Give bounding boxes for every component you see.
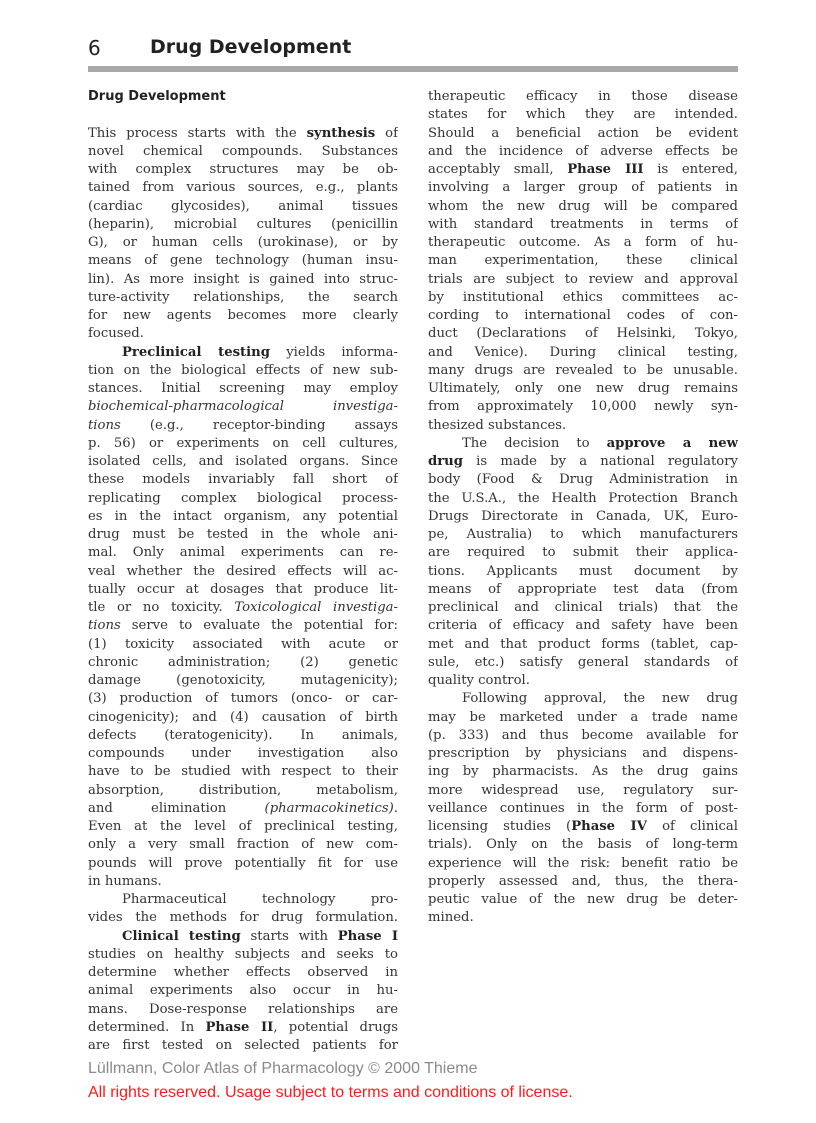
left-column-text: [88, 125, 398, 1056]
text-line: Clinical testing starts with Phase I: [122, 928, 398, 944]
text-line: are required to submit their applica-: [428, 545, 738, 561]
text-line: involving a larger group of patients in: [428, 180, 738, 196]
bold-term: approve a new: [606, 435, 738, 451]
italic-term: tions: [88, 618, 121, 634]
text-line: tion on the biological effects of new sub-: [88, 362, 398, 378]
bold-term: Preclinical testing: [122, 344, 270, 360]
text-line: tions. Applicants must document by: [428, 563, 738, 579]
text-line: pounds will prove potentially fit for use: [88, 855, 398, 871]
text-line: chronic administration; (2) genetic: [88, 654, 398, 670]
license-notice: All rights reserved. Usage subject to terms and conditions of license.: [88, 1084, 573, 1101]
text-line: p. 56) or experiments on cell cultures,: [88, 435, 398, 451]
text-line: and Venice). During clinical testing,: [428, 344, 738, 360]
italic-term: (pharmacokinetics).: [264, 800, 398, 816]
text-line: many drugs are revealed to be unusable.: [428, 362, 738, 378]
text-line: may be marketed under a trade name: [428, 709, 738, 725]
text-line: sule, etc.) satisfy general standards of: [428, 654, 738, 670]
text-line: replicating complex biological process-: [88, 490, 398, 506]
text-line: determined. In Phase II, potential drugs: [88, 1019, 398, 1035]
text-line: Pharmaceutical technology pro-: [122, 892, 398, 907]
text-line: licensing studies (Phase IV of clinical: [428, 819, 738, 834]
text-line: preclinical and clinical trials) that the: [428, 600, 738, 615]
text-line: peutic value of the new drug be deter-: [428, 892, 738, 907]
text-line: veal whether the desired effects will ac-: [88, 563, 398, 579]
text-line: cording to international codes of con-: [428, 308, 738, 323]
text-line: acceptably small, Phase III is entered,: [428, 162, 738, 177]
text-line: met and that product forms (tablet, cap-: [428, 636, 738, 652]
text-line: means of gene technology (human insu-: [88, 253, 398, 269]
text-line: experience will the risk: benefit ratio be: [428, 855, 738, 871]
text-line: defects (teratogenicity). In animals,: [88, 727, 398, 743]
text-line: and the incidence of adverse effects be: [428, 143, 738, 159]
text-line: from approximately 10,000 newly syn-: [428, 399, 738, 415]
text-line: trials are subject to review and approval: [428, 271, 738, 287]
text-line: focused.: [88, 326, 144, 342]
text-line: therapeutic efficacy in those disease: [428, 89, 738, 104]
spacer: [88, 106, 398, 124]
text-line: mal. Only animal experiments can re-: [88, 545, 398, 561]
text-line: whom the new drug will be compared: [428, 198, 738, 214]
text-line: drug must be tested in the whole ani-: [88, 527, 398, 542]
text-line: Following approval, the new drug: [462, 691, 738, 707]
text-line: trials). Only on the basis of long-term: [428, 837, 738, 853]
text-line: Ultimately, only one new drug remains: [428, 381, 738, 396]
text-line: vides the methods for drug formulation.: [88, 910, 398, 926]
text-line: means of appropriate test data (from: [428, 581, 738, 597]
text-line: determine whether effects observed in: [88, 965, 398, 980]
text-line: compounds under investigation also: [88, 746, 398, 761]
text-line: with complex structures may be ob-: [88, 162, 398, 177]
text-line: body (Food & Drug Administration in: [428, 472, 738, 488]
text-line: the U.S.A., the Health Protection Branch: [428, 490, 738, 506]
bold-term: Phase II: [205, 1019, 274, 1035]
bold-term: Phase III: [567, 162, 644, 177]
chapter-title: Drug Development: [150, 36, 352, 58]
text-line: [88, 398, 398, 416]
text-line: these models invariably fall short of: [88, 472, 398, 488]
bold-term: Phase I: [337, 928, 398, 944]
header-rule: [88, 66, 738, 72]
text-line: duct (Declarations of Helsinki, Tokyo,: [428, 326, 738, 342]
text-line: (p. 333) and thus become available for: [428, 727, 738, 743]
text-line: drug is made by a national regulatory: [428, 454, 738, 469]
text-line: absorption, distribution, metabolism,: [88, 782, 398, 798]
text-line: damage (genotoxicity, mutagenicity);: [88, 673, 398, 688]
text-line: have to be studied with respect to their: [88, 764, 398, 780]
italic-term: Toxicological investiga-: [234, 600, 398, 615]
section-heading: Drug Development: [88, 89, 226, 104]
text-line: stances. Initial screening may employ: [88, 381, 398, 396]
text-line: by institutional ethics committees ac-: [428, 289, 738, 305]
text-line: lin). As more insight is gained into struc-: [88, 271, 398, 287]
text-line: thesized substances.: [428, 417, 567, 433]
text-line: states for which they are intended.: [428, 107, 738, 123]
text-line: tions (e.g., receptor-binding assays: [88, 417, 398, 433]
text-line: prescription by physicians and dispens-: [428, 746, 738, 761]
text-line: Should a beneficial action be evident: [428, 125, 738, 141]
text-line: man experimentation, these clinical: [428, 253, 738, 269]
bold-term: Clinical testing: [122, 928, 241, 944]
text-line: studies on healthy subjects and seeks to: [88, 946, 398, 962]
text-line: Preclinical testing yields informa-: [122, 344, 398, 360]
text-line: mined.: [428, 910, 474, 926]
text-line: pe, Australia) to which manufacturers: [428, 527, 738, 542]
text-line: isolated cells, and isolated organs. Since: [88, 454, 398, 469]
text-line: The decision to approve a new: [462, 435, 738, 451]
text-line: more widespread use, regulatory sur-: [428, 782, 738, 798]
right-column-text: [428, 88, 738, 928]
italic-term: tions: [88, 417, 121, 433]
text-line: properly assessed and, thus, the thera-: [428, 873, 738, 889]
copyright-credit: Lüllmann, Color Atlas of Pharmacology © 2000 Thieme: [88, 1060, 478, 1077]
text-line: veillance continues in the form of post-: [428, 800, 738, 816]
text-line: G), or human cells (urokinase), or by: [88, 235, 398, 250]
text-line: es in the intact organism, any potential: [88, 508, 398, 524]
page-number: 6: [88, 36, 101, 60]
text-line: (1) toxicity associated with acute or: [88, 636, 398, 652]
text-line: Drugs Directorate in Canada, UK, Euro-: [428, 508, 738, 524]
text-line: novel chemical compounds. Substances: [88, 143, 398, 159]
text-line: tained from various sources, e.g., plants: [88, 180, 398, 196]
italic-term: biochemical-pharmacological investiga-: [88, 399, 398, 415]
text-line: therapeutic outcome. As a form of hu-: [428, 235, 738, 250]
text-line: Even at the level of preclinical testing,: [88, 819, 398, 834]
text-line: tle or no toxicity. Toxicological investiga-: [88, 600, 398, 615]
text-line: (cardiac glycosides), animal tissues: [88, 198, 398, 214]
text-line: mans. Dose-response relationships are: [88, 1001, 398, 1017]
text-line: and elimination (pharmacokinetics).: [88, 800, 398, 816]
text-line: This process starts with the synthesis of: [88, 125, 398, 141]
right-column: [428, 88, 738, 928]
text-line: quality control.: [428, 673, 530, 688]
page-header: [88, 36, 738, 66]
text-line: criteria of efficacy and safety have been: [428, 618, 738, 634]
text-line: for new agents becomes more clearly: [88, 308, 398, 323]
text-line: cinogenicity); and (4) causation of birth: [88, 709, 398, 725]
text-line: only a very small fraction of new com-: [88, 837, 398, 853]
text-line: ing by pharmacists. As the drug gains: [428, 764, 738, 780]
bold-term: synthesis: [306, 125, 376, 141]
text-line: (3) production of tumors (onco- or car-: [88, 691, 398, 707]
text-line: in humans.: [88, 873, 162, 889]
bold-term: Phase IV: [571, 819, 647, 834]
text-line: tions serve to evaluate the potential for:: [88, 618, 398, 634]
text-line: are first tested on selected patients for: [88, 1038, 398, 1053]
bold-term: drug: [428, 454, 463, 469]
text-line: animal experiments also occur in hu-: [88, 983, 398, 999]
left-column: [88, 88, 398, 1055]
text-line: tually occur at dosages that produce lit-: [88, 581, 398, 597]
text-line: (heparin), microbial cultures (penicillin: [88, 216, 398, 232]
text-line: with standard treatments in terms of: [428, 216, 738, 232]
text-line: ture-activity relationships, the search: [88, 289, 398, 305]
